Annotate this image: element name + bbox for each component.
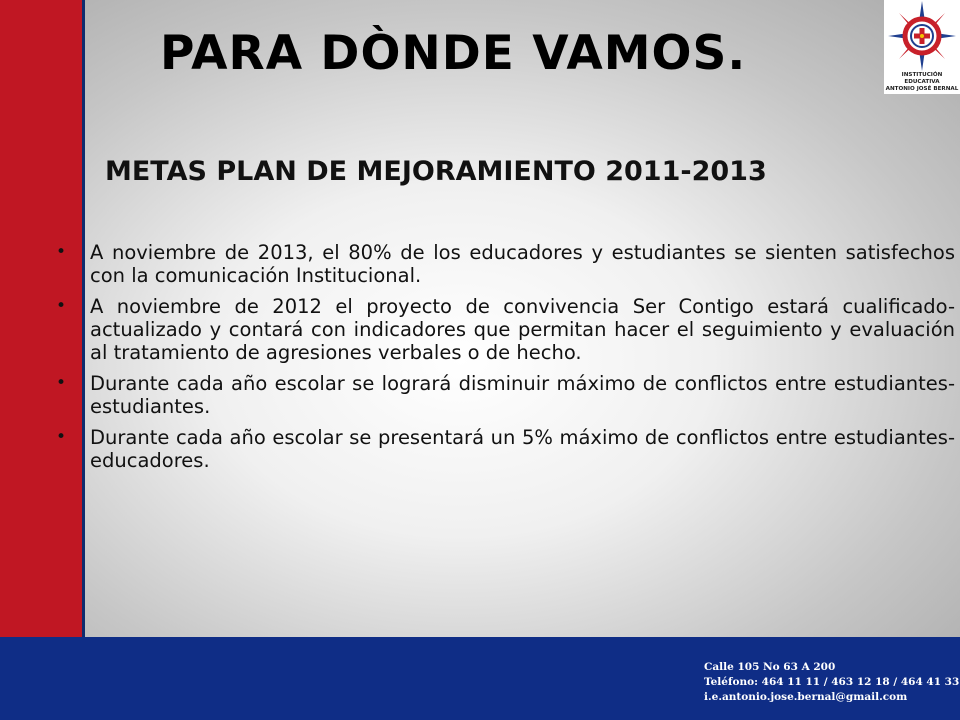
logo-caption bbox=[884, 72, 960, 93]
list-item bbox=[56, 295, 955, 364]
school-emblem-icon bbox=[887, 0, 957, 72]
logo-line-2: ANTONIO JOSÉ BERNAL bbox=[885, 86, 959, 92]
logo-line-1: INSTITUCIÓN EDUCATIVA bbox=[901, 72, 943, 85]
footer-email: i.e.antonio.jose.bernal@gmail.com bbox=[704, 691, 908, 703]
bullet-icon: • bbox=[56, 427, 67, 447]
goal-text: A noviembre de 2013, el 80% de los educadores y estudiantes se sienten satisfechos con la comunicación Institucional. bbox=[90, 241, 955, 287]
institution-logo bbox=[884, 0, 960, 94]
list-item bbox=[56, 241, 955, 287]
list-item bbox=[56, 372, 955, 418]
footer-phone: Teléfono: 464 11 11 / 463 12 18 / 464 41 33 bbox=[704, 676, 960, 688]
footer-contact bbox=[704, 660, 959, 705]
slide-title: PARA DÒNDE VAMOS. bbox=[160, 26, 747, 81]
slide-subtitle: METAS PLAN DE MEJORAMIENTO 2011-2013 bbox=[105, 156, 767, 187]
bullet-icon: • bbox=[56, 242, 67, 262]
footer-address: Calle 105 No 63 A 200 bbox=[704, 661, 836, 673]
goals-list bbox=[56, 241, 955, 480]
bullet-icon: • bbox=[56, 373, 67, 393]
goal-text: Durante cada año escolar se logrará disminuir máximo de conflictos entre estudiantes-estudiantes. bbox=[90, 372, 955, 418]
goal-text: A noviembre de 2012 el proyecto de convivencia Ser Contigo estará cualificado-actualizado y contará con indicadores que permitan hacer el seguimiento y evaluación al tratamiento de agresiones verbales o de hecho. bbox=[90, 295, 955, 364]
goal-text: Durante cada año escolar se presentará un 5% máximo de conflictos entre estudiantes-educadores. bbox=[90, 426, 955, 472]
bullet-icon: • bbox=[56, 296, 67, 316]
list-item bbox=[56, 426, 955, 472]
